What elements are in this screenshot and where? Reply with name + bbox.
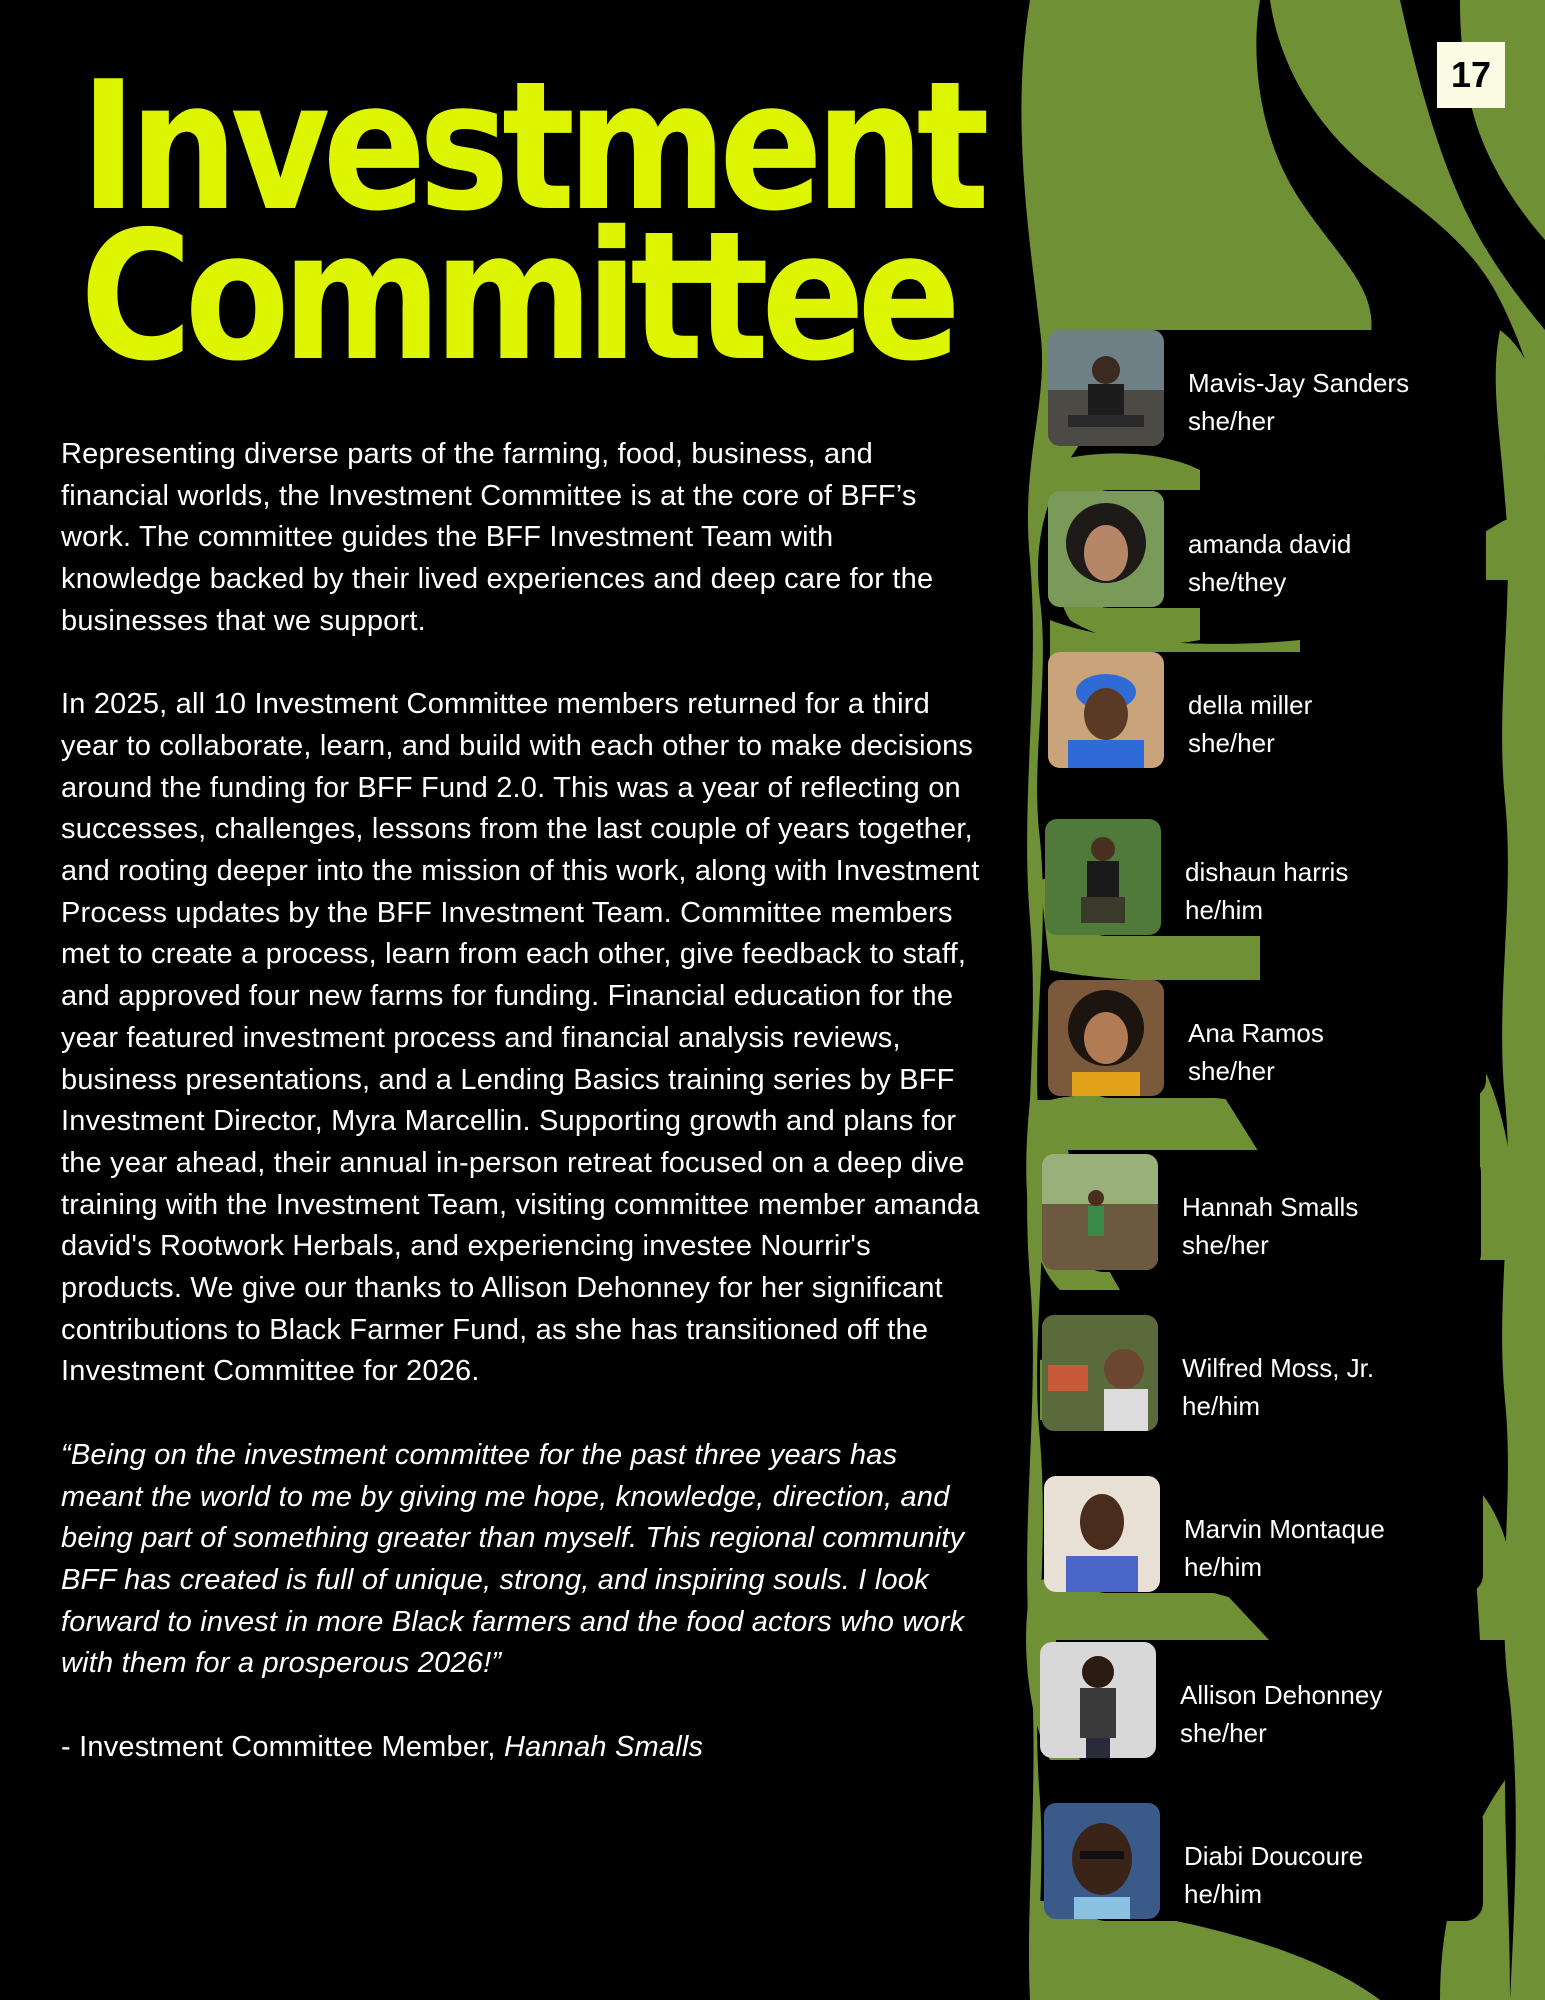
page-number: 17 [1437, 42, 1505, 108]
year-summary-paragraph: In 2025, all 10 Investment Committee members returned for a third year to collaborate, learn, and build with each other to make decisions around the funding for BFF Fund 2.0. This was a year of reflecting on successes, challenges, lessons from the last couple of years together, and rooting deeper into the mission of this work, along with Investment Process updates by the BFF Investment Team. Committee members met to create a process, learn from each other, give feedback to staff, and approved four new farms for funding. Financial education for the year featured investment process and financial analysis reviews, business presentations, and a Lending Basics training series by BFF Investment Director, Myra Marcellin. Supporting growth and plans for the year ahead, their annual in-person retreat focused on a deep dive training with the Investment Team, visiting committee member amanda david's Rootwork Herbals, and experiencing investee Nourrir's products. We give our thanks to Allison Dehonney for her significant contributions to Black Farmer Fund, as she has transitioned off the Investment Committee for 2026. [61, 688, 980, 1388]
member-card [1048, 980, 1488, 1100]
member-pronouns: she/her [1182, 1230, 1269, 1260]
member-photo [1042, 1315, 1158, 1431]
member-card [1045, 819, 1485, 939]
attribution-prefix: - Investment Committee Member, [61, 1730, 504, 1763]
member-pronouns: she/her [1188, 728, 1275, 758]
member-name: Wilfred Moss, Jr. [1182, 1353, 1375, 1383]
member-card [1042, 1154, 1482, 1274]
member-card [1048, 330, 1488, 450]
member-photo [1048, 330, 1164, 446]
member-name: Mavis-Jay Sanders [1188, 368, 1410, 398]
member-photo [1042, 1154, 1158, 1270]
member-pronouns: he/him [1182, 1391, 1261, 1421]
member-name: Marvin Montaque [1184, 1514, 1385, 1544]
member-card [1044, 1476, 1484, 1596]
member-photo [1048, 980, 1164, 1096]
member-name: della miller [1188, 690, 1313, 720]
member-name: Ana Ramos [1188, 1018, 1324, 1048]
member-pronouns: he/him [1184, 1552, 1263, 1582]
member-card [1048, 652, 1488, 772]
member-photo [1044, 1476, 1160, 1592]
member-photo [1048, 491, 1164, 607]
attribution-name: Hannah Smalls [503, 1730, 704, 1763]
member-pronouns: she/they [1188, 567, 1287, 597]
member-name: dishaun harris [1185, 857, 1349, 887]
member-name: Hannah Smalls [1182, 1192, 1359, 1222]
member-photo [1044, 1803, 1160, 1919]
title-line-2: Committee [80, 193, 954, 400]
title-line-1: Investment [80, 43, 982, 250]
member-card [1040, 1642, 1480, 1762]
member-card [1048, 491, 1488, 611]
member-name: amanda david [1188, 529, 1352, 559]
testimonial-quote: “Being on the investment committee for the past three years has meant the world to me by giving me hope, knowledge, direction, and being part of something greater than myself. This regional community BFF has created is full of unique, strong, and inspiring souls. I look forward to invest in more Black farmers and the food actors who work with them for a prosperous 2026!” [61, 1438, 965, 1680]
page-title [80, 43, 982, 400]
member-photo [1045, 819, 1161, 935]
member-card [1044, 1803, 1484, 1923]
member-pronouns: she/her [1180, 1718, 1267, 1748]
member-card [1042, 1315, 1482, 1435]
body-text [61, 434, 981, 1810]
quote-attribution [61, 1727, 981, 1769]
member-pronouns: he/him [1184, 1879, 1263, 1909]
member-name: Diabi Doucoure [1184, 1841, 1364, 1871]
member-pronouns: he/him [1185, 895, 1264, 925]
member-name: Allison Dehonney [1180, 1680, 1383, 1710]
intro-paragraph: Representing diverse parts of the farming, food, business, and financial worlds, the Investment Committee is at the core of BFF’s work. The committee guides the BFF Investment Team with knowledge backed by their lived experiences and deep care for the businesses that we support. [61, 438, 934, 637]
member-pronouns: she/her [1188, 1056, 1275, 1086]
member-photo [1048, 652, 1164, 768]
member-pronouns: she/her [1188, 406, 1275, 436]
member-photo [1040, 1642, 1156, 1758]
